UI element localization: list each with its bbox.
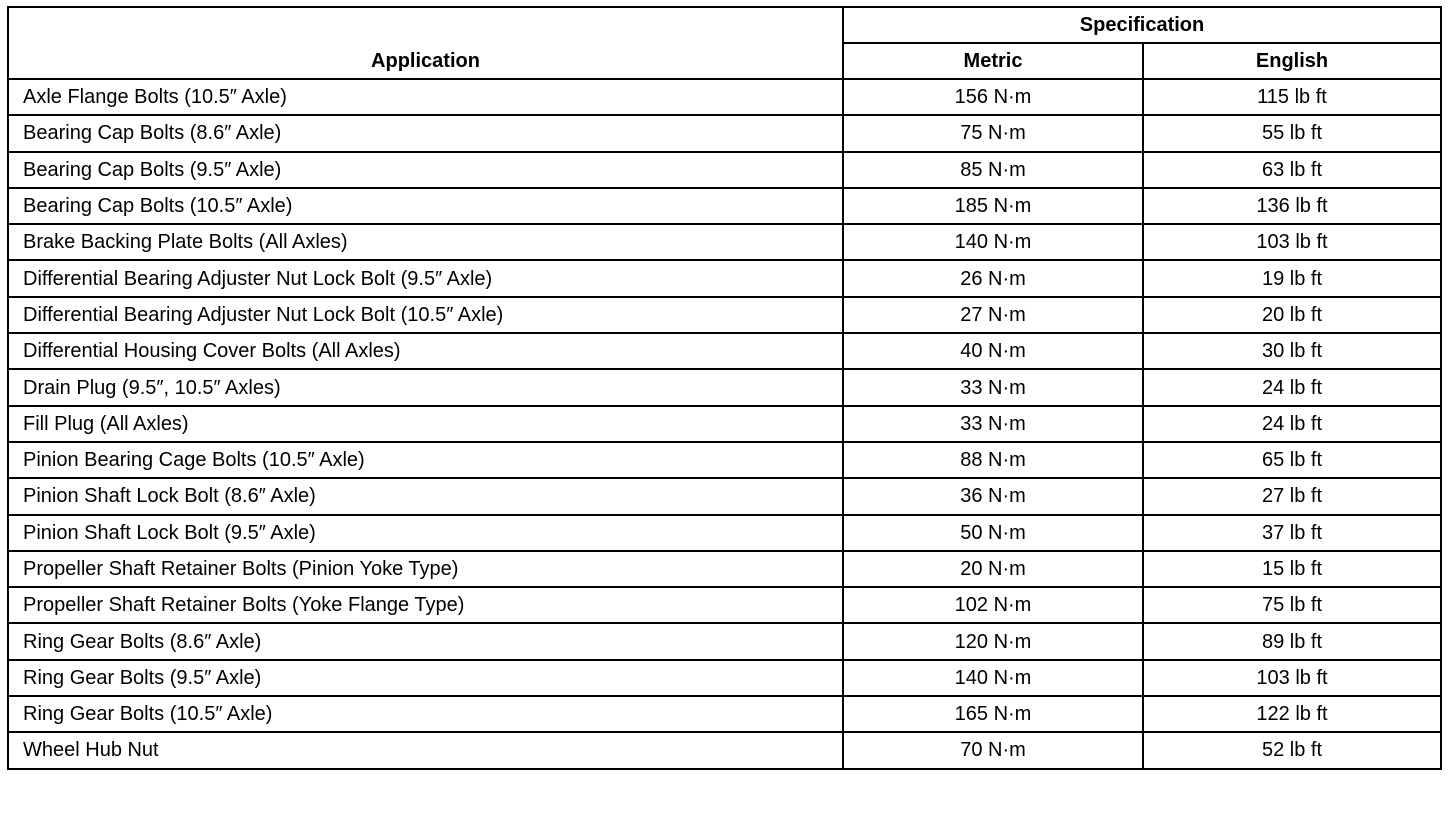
table-row <box>8 369 1441 405</box>
cell-application: Pinion Shaft Lock Bolt (9.5″ Axle) <box>8 515 843 551</box>
cell-english: 20 lb ft <box>1143 297 1441 333</box>
table-row <box>8 224 1441 260</box>
cell-english: 24 lb ft <box>1143 369 1441 405</box>
cell-application: Propeller Shaft Retainer Bolts (Yoke Flange Type) <box>8 587 843 623</box>
cell-english: 103 lb ft <box>1143 660 1441 696</box>
table-row <box>8 79 1441 115</box>
cell-english: 103 lb ft <box>1143 224 1441 260</box>
cell-metric: 88 N·m <box>843 442 1143 478</box>
cell-application: Brake Backing Plate Bolts (All Axles) <box>8 224 843 260</box>
cell-application: Axle Flange Bolts (10.5″ Axle) <box>8 79 843 115</box>
table-row <box>8 696 1441 732</box>
cell-english: 52 lb ft <box>1143 732 1441 768</box>
table-row <box>8 478 1441 514</box>
cell-application: Pinion Shaft Lock Bolt (8.6″ Axle) <box>8 478 843 514</box>
cell-application: Ring Gear Bolts (10.5″ Axle) <box>8 696 843 732</box>
cell-metric: 33 N·m <box>843 406 1143 442</box>
cell-metric: 140 N·m <box>843 224 1143 260</box>
table-row <box>8 260 1441 296</box>
cell-application: Bearing Cap Bolts (10.5″ Axle) <box>8 188 843 224</box>
cell-english: 24 lb ft <box>1143 406 1441 442</box>
cell-metric: 102 N·m <box>843 587 1143 623</box>
header-application: Application <box>8 7 843 79</box>
table-row <box>8 333 1441 369</box>
cell-application: Ring Gear Bolts (8.6″ Axle) <box>8 623 843 659</box>
cell-application: Drain Plug (9.5″, 10.5″ Axles) <box>8 369 843 405</box>
cell-english: 37 lb ft <box>1143 515 1441 551</box>
cell-english: 115 lb ft <box>1143 79 1441 115</box>
cell-application: Propeller Shaft Retainer Bolts (Pinion Yoke Type) <box>8 551 843 587</box>
table-row <box>8 732 1441 768</box>
cell-english: 75 lb ft <box>1143 587 1441 623</box>
cell-application: Wheel Hub Nut <box>8 732 843 768</box>
cell-metric: 120 N·m <box>843 623 1143 659</box>
table-row <box>8 442 1441 478</box>
table-row <box>8 515 1441 551</box>
cell-english: 55 lb ft <box>1143 115 1441 151</box>
cell-metric: 75 N·m <box>843 115 1143 151</box>
cell-metric: 85 N·m <box>843 152 1143 188</box>
cell-metric: 165 N·m <box>843 696 1143 732</box>
cell-metric: 36 N·m <box>843 478 1143 514</box>
cell-metric: 50 N·m <box>843 515 1143 551</box>
header-metric: Metric <box>843 43 1143 79</box>
table-row <box>8 152 1441 188</box>
cell-metric: 185 N·m <box>843 188 1143 224</box>
cell-metric: 33 N·m <box>843 369 1143 405</box>
cell-application: Bearing Cap Bolts (8.6″ Axle) <box>8 115 843 151</box>
table-row <box>8 297 1441 333</box>
cell-english: 19 lb ft <box>1143 260 1441 296</box>
table-row <box>8 406 1441 442</box>
cell-application: Ring Gear Bolts (9.5″ Axle) <box>8 660 843 696</box>
cell-english: 136 lb ft <box>1143 188 1441 224</box>
cell-metric: 26 N·m <box>843 260 1143 296</box>
cell-application: Fill Plug (All Axles) <box>8 406 843 442</box>
cell-english: 89 lb ft <box>1143 623 1441 659</box>
table-row <box>8 188 1441 224</box>
cell-metric: 20 N·m <box>843 551 1143 587</box>
cell-metric: 156 N·m <box>843 79 1143 115</box>
table-row <box>8 660 1441 696</box>
cell-english: 15 lb ft <box>1143 551 1441 587</box>
cell-application: Pinion Bearing Cage Bolts (10.5″ Axle) <box>8 442 843 478</box>
table-row <box>8 551 1441 587</box>
cell-application: Differential Bearing Adjuster Nut Lock Bolt (10.5″ Axle) <box>8 297 843 333</box>
cell-metric: 27 N·m <box>843 297 1143 333</box>
torque-spec-table <box>7 6 1442 770</box>
header-english: English <box>1143 43 1441 79</box>
table-row <box>8 115 1441 151</box>
cell-metric: 140 N·m <box>843 660 1143 696</box>
cell-metric: 40 N·m <box>843 333 1143 369</box>
cell-metric: 70 N·m <box>843 732 1143 768</box>
table-row <box>8 587 1441 623</box>
cell-english: 30 lb ft <box>1143 333 1441 369</box>
cell-application: Differential Housing Cover Bolts (All Axles) <box>8 333 843 369</box>
header-specification: Specification <box>843 7 1441 43</box>
cell-application: Bearing Cap Bolts (9.5″ Axle) <box>8 152 843 188</box>
table-row <box>8 623 1441 659</box>
cell-english: 63 lb ft <box>1143 152 1441 188</box>
cell-application: Differential Bearing Adjuster Nut Lock Bolt (9.5″ Axle) <box>8 260 843 296</box>
cell-english: 27 lb ft <box>1143 478 1441 514</box>
cell-english: 65 lb ft <box>1143 442 1441 478</box>
cell-english: 122 lb ft <box>1143 696 1441 732</box>
